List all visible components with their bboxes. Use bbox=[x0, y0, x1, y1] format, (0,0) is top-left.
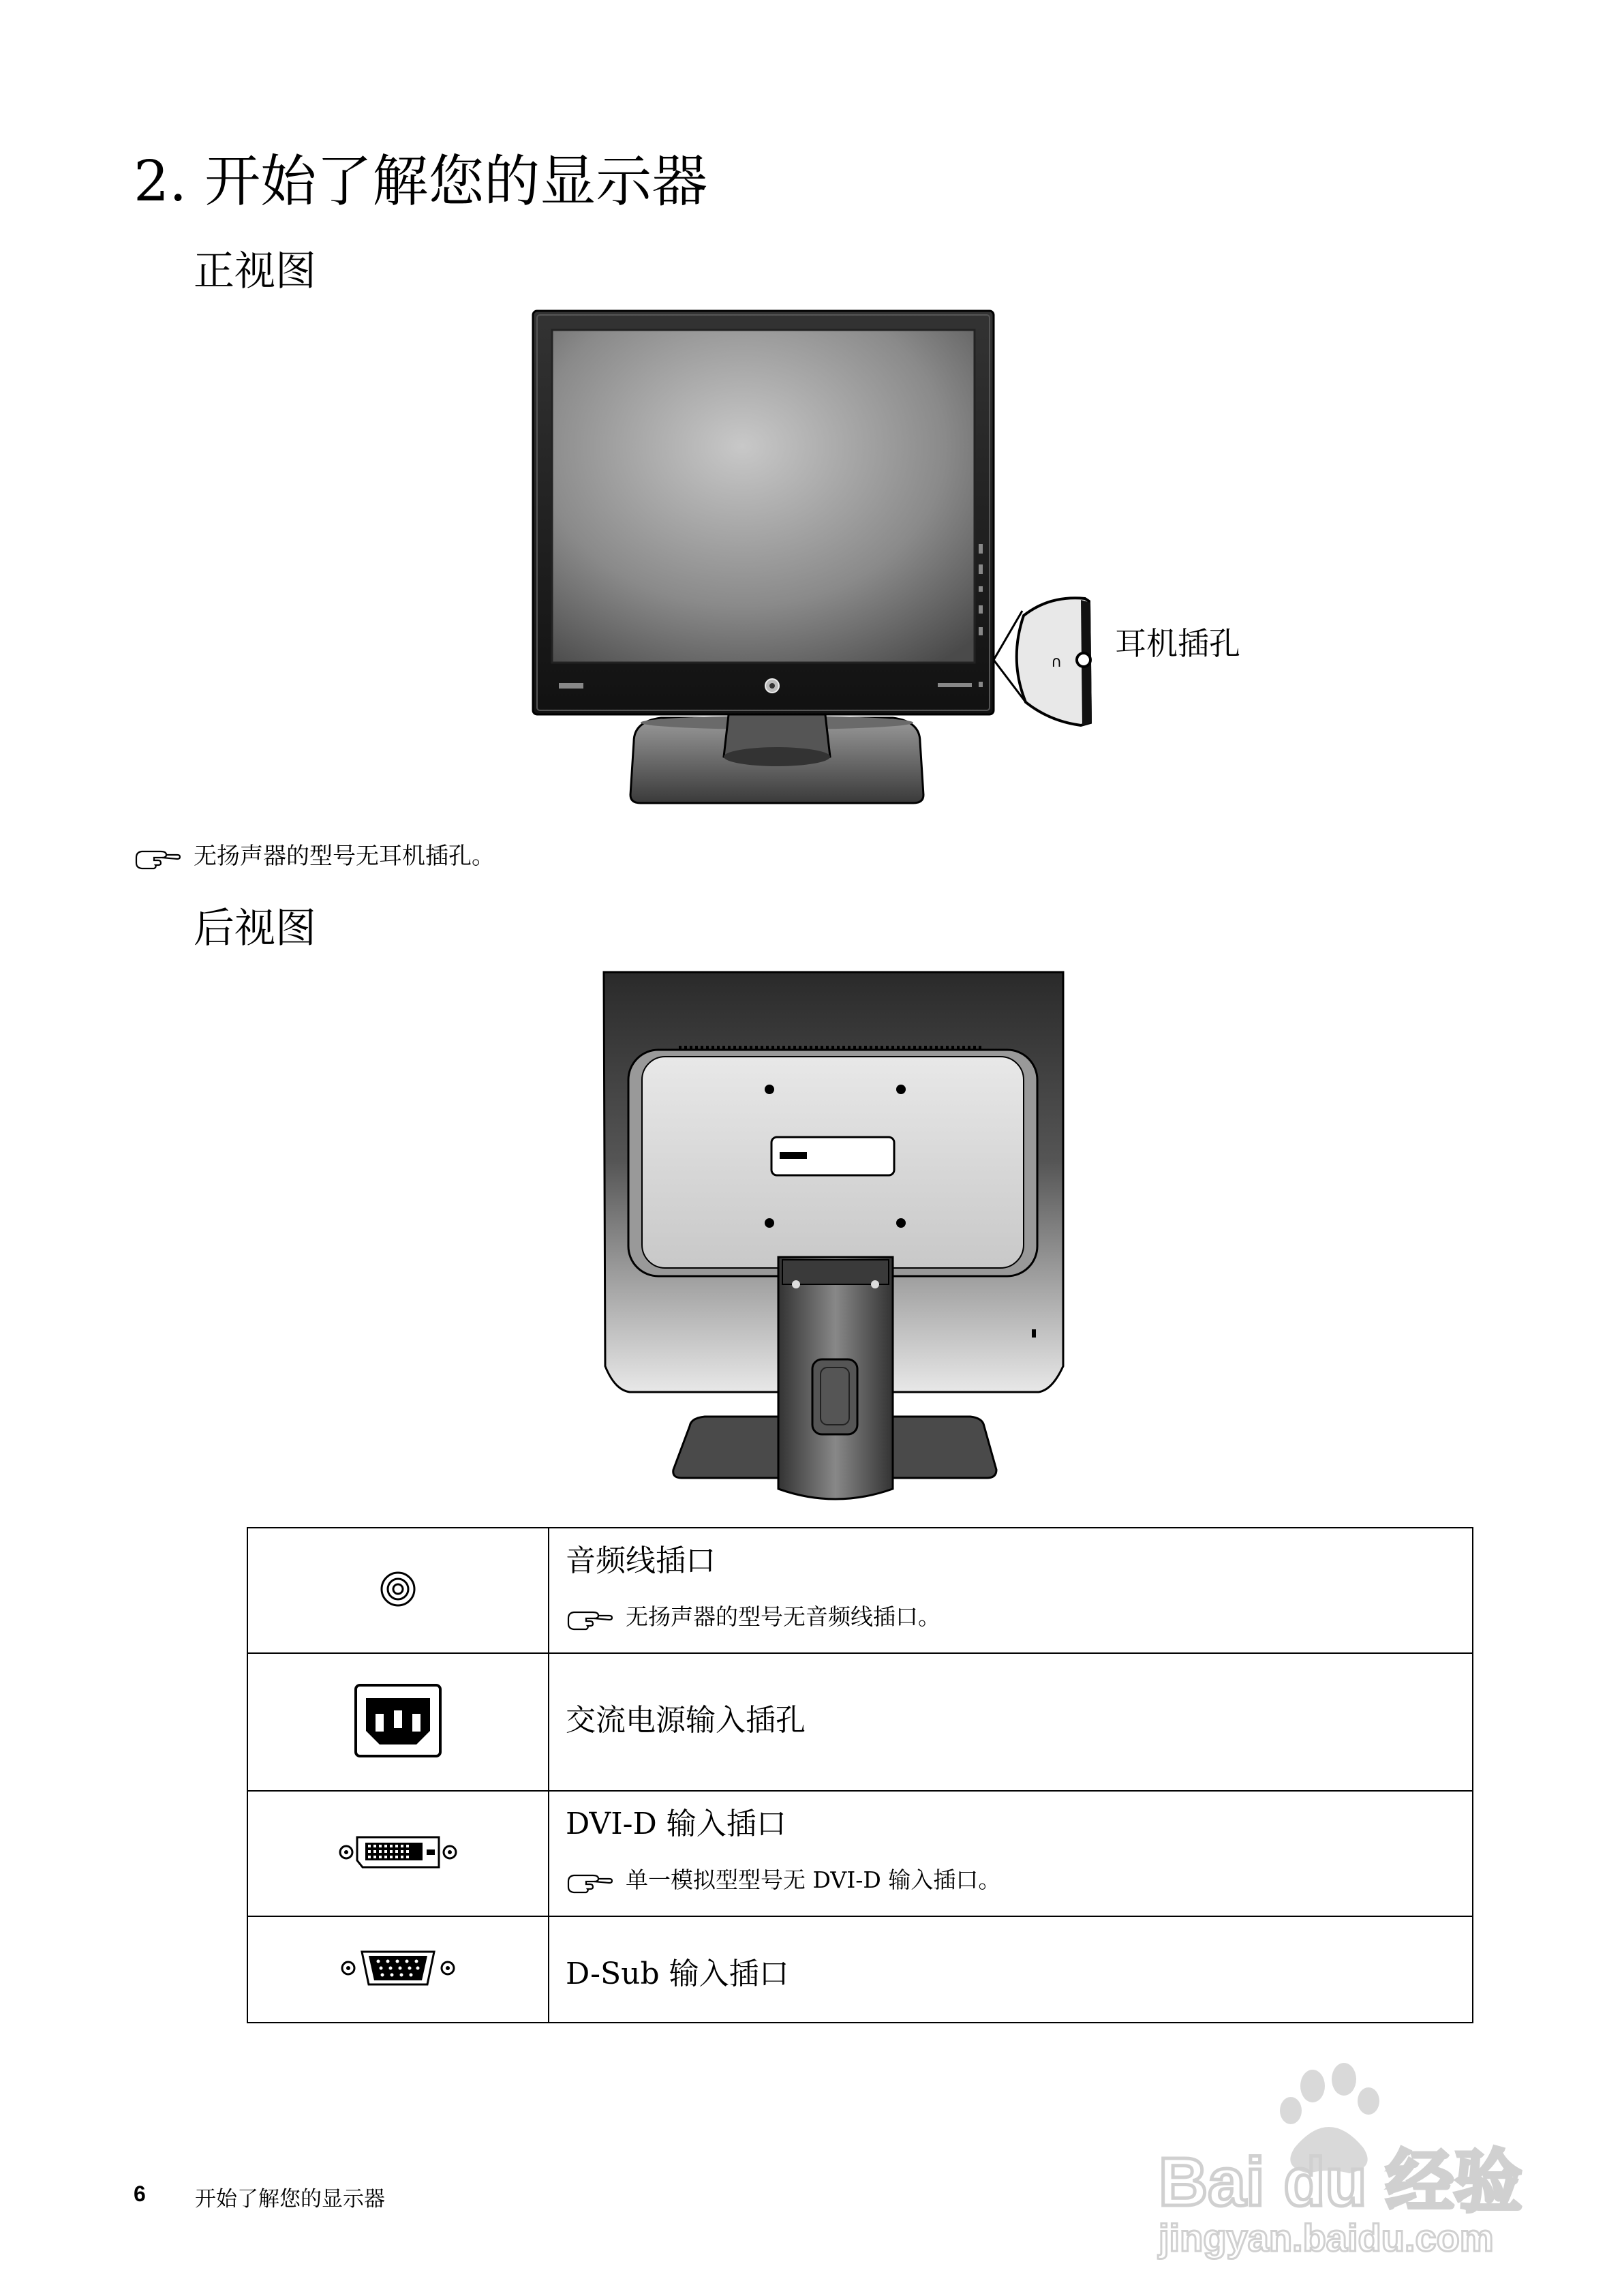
table-row bbox=[247, 1791, 1473, 1916]
headphone-jack-callout: 耳机插孔 bbox=[1115, 625, 1240, 662]
port-icon-cell bbox=[247, 1528, 549, 1653]
port-title: D-Sub 输入插口 bbox=[566, 1957, 789, 1991]
baidu-jingyan-watermark bbox=[1152, 2059, 1533, 2263]
front-view-title: 正视图 bbox=[194, 247, 316, 295]
hand-pointer-icon bbox=[566, 1867, 613, 1894]
port-icon-cell bbox=[247, 1916, 549, 2023]
ac-power-inlet-icon bbox=[354, 1683, 442, 1758]
svg-text:Bai du 经验: Bai du 经验 bbox=[1159, 2144, 1522, 2220]
port-title: 交流电源输入插孔 bbox=[566, 1703, 806, 1738]
table-row bbox=[247, 1916, 1473, 2023]
hand-pointer-icon bbox=[566, 1603, 613, 1631]
footer-section-title: 开始了解您的显示器 bbox=[195, 2187, 385, 2211]
front-view-note: 无扬声器的型号无耳机插孔。 bbox=[134, 840, 495, 873]
port-title: DVI-D 输入插口 bbox=[566, 1807, 786, 1841]
d-sub-port-icon bbox=[340, 1948, 456, 1989]
page-heading: 2. 开始了解您的显示器 bbox=[134, 149, 708, 214]
ports-table bbox=[247, 1527, 1473, 2023]
audio-jack-icon bbox=[379, 1570, 417, 1608]
port-description-cell bbox=[549, 1528, 1473, 1653]
port-icon-cell bbox=[247, 1791, 549, 1916]
hand-pointer-icon bbox=[134, 843, 181, 870]
dvi-d-port-icon bbox=[338, 1833, 458, 1871]
front-view-monitor-illustration bbox=[532, 305, 1118, 810]
rear-view-monitor-illustration bbox=[602, 971, 1066, 1505]
baidu-paw-logo-icon bbox=[1152, 2059, 1533, 2263]
port-description-cell bbox=[549, 1916, 1473, 2023]
svg-text:jingyan.baidu.com: jingyan.baidu.com bbox=[1159, 2216, 1494, 2259]
port-note: 无扬声器的型号无音频线插口。 bbox=[566, 1601, 1456, 1633]
port-description-cell bbox=[549, 1653, 1473, 1791]
port-description-cell bbox=[549, 1791, 1473, 1916]
table-row bbox=[247, 1528, 1473, 1653]
port-note: 单一模拟型型号无 DVI-D 输入插口。 bbox=[566, 1864, 1456, 1897]
page-number: 6 bbox=[134, 2181, 146, 2206]
rear-view-title: 后视图 bbox=[194, 905, 316, 952]
port-icon-cell bbox=[247, 1653, 549, 1791]
port-title: 音频线插口 bbox=[566, 1543, 716, 1578]
table-row bbox=[247, 1653, 1473, 1791]
svg-text:∩: ∩ bbox=[1051, 654, 1062, 671]
